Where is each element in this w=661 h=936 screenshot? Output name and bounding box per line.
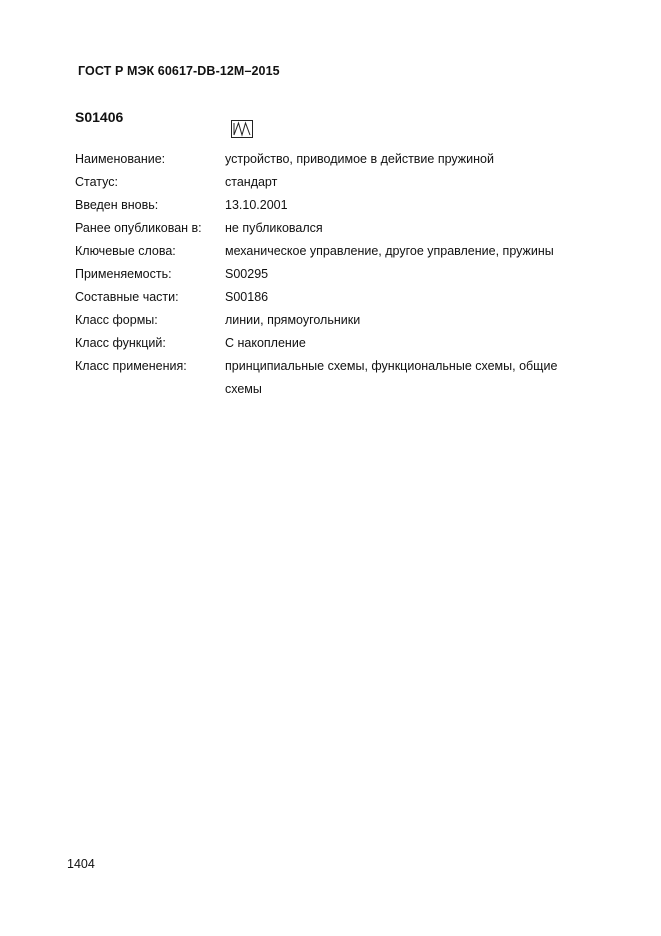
property-label: Введен вновь: (75, 198, 159, 212)
property-value: не публиковался (225, 221, 323, 235)
property-label: Класс функций: (75, 336, 166, 350)
property-label: Ранее опубликован в: (75, 221, 202, 235)
property-row-components (75, 286, 575, 309)
page-number: 1404 (67, 857, 95, 871)
property-row-keywords (75, 240, 575, 263)
property-value: S00295 (225, 267, 269, 281)
property-label: Применяемость: (75, 267, 172, 281)
property-value: С накопление (225, 336, 306, 350)
property-value: S00186 (225, 290, 269, 304)
property-row-introduced (75, 194, 575, 217)
property-label: Статус: (75, 175, 118, 189)
spring-actuated-device-icon (231, 120, 253, 138)
property-value: принципиальные схемы, функциональные схемы, общие схемы (225, 359, 558, 396)
document-header: ГОСТ Р МЭК 60617-DB-12M–2015 (78, 64, 280, 78)
property-row-applicability (75, 263, 575, 286)
properties-table (75, 148, 575, 401)
property-label: Наименование: (75, 152, 166, 166)
property-row-name (75, 148, 575, 171)
property-label: Класс применения: (75, 359, 187, 373)
property-row-application-class (75, 355, 575, 401)
property-label: Класс формы: (75, 313, 158, 327)
property-value: стандарт (225, 175, 278, 189)
property-label: Ключевые слова: (75, 244, 176, 258)
symbol-code: S01406 (75, 109, 124, 125)
spring-zigzag (234, 123, 250, 135)
property-row-function-class (75, 332, 575, 355)
property-row-status (75, 171, 575, 194)
property-label: Составные части: (75, 290, 179, 304)
property-value: 13.10.2001 (225, 198, 288, 212)
property-row-shape-class (75, 309, 575, 332)
property-row-published (75, 217, 575, 240)
property-value: устройство, приводимое в действие пружиной (225, 152, 494, 166)
property-value: линии, прямоугольники (225, 313, 361, 327)
property-value: механическое управление, другое управление, пружины (225, 244, 554, 258)
